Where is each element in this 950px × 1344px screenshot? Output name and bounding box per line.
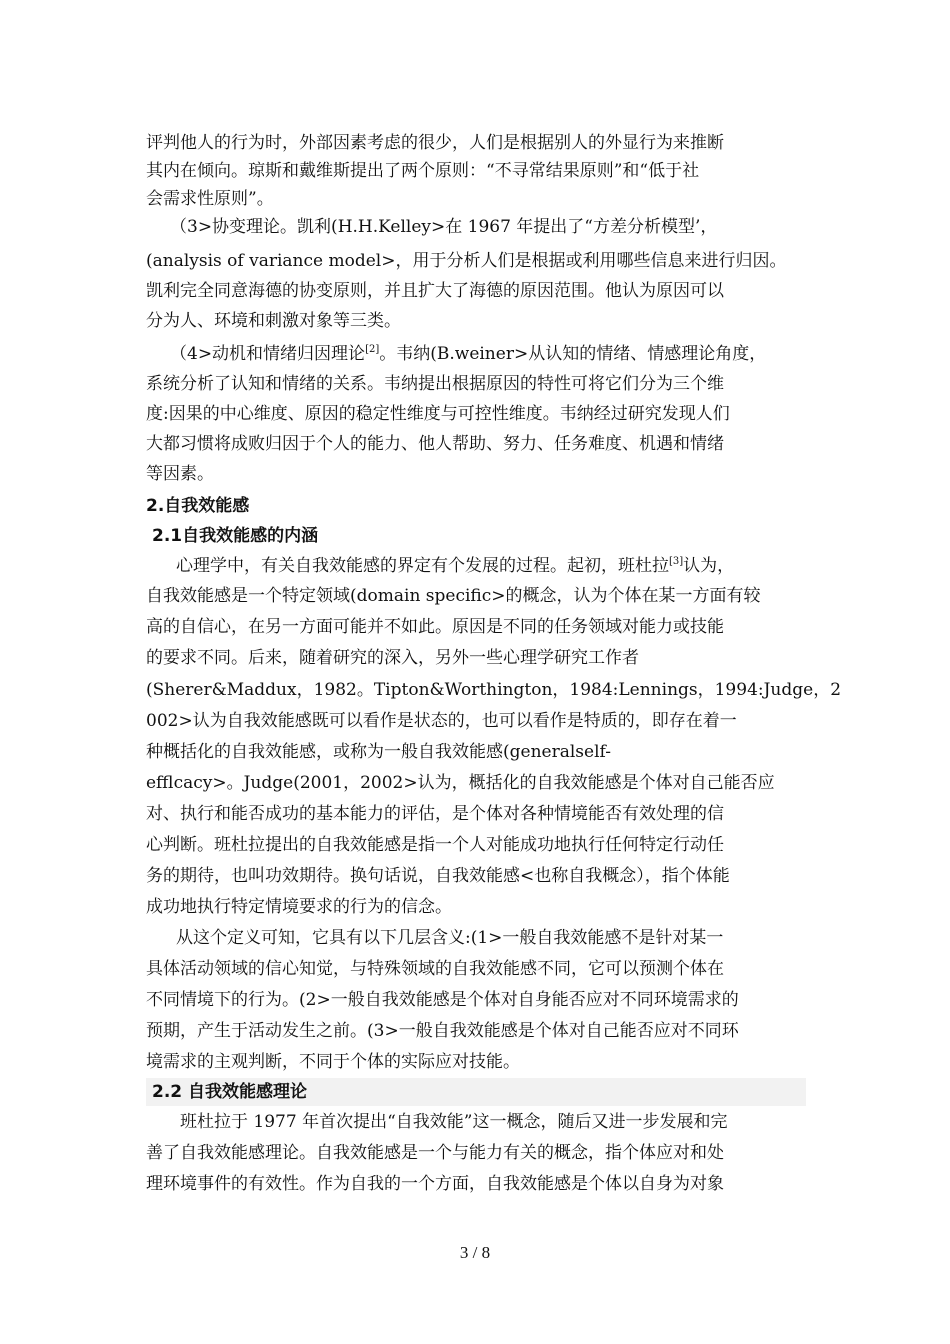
text-line: (Sherer&Maddux，1982。Tipton&Worthington，1984:Lennings，1994:Judge，2 <box>146 680 842 700</box>
text-line: 具体活动领域的信心知觉，与特殊领域的自我效能感不同，它可以预测个体在 <box>146 959 724 979</box>
section-heading: 2.自我效能感 <box>146 496 250 516</box>
page-number: 3 / 8 <box>459 1243 491 1262</box>
text-line: 种概括化的自我效能感，或称为一般自我效能感(generalself- <box>146 742 611 762</box>
text-fragment: 。韦纳(B.weiner>从认知的情绪、情感理论角度， <box>379 344 767 364</box>
text-line: 自我效能感是一个特定领域(domain specific>的概念，认为个体在某一方面有较 <box>146 586 761 606</box>
text-line: 002>认为自我效能感既可以看作是状态的，也可以看作是特质的，即存在着一 <box>146 711 737 731</box>
text-fragment: （4>动机和情绪归因理论 <box>170 344 366 364</box>
text-line: 善了自我效能感理论。自我效能感是一个与能力有关的概念，指个体应对和处 <box>146 1143 724 1163</box>
text-line: 凯利完全同意海德的协变原则，并且扩大了海德的原因范围。他认为原因可以 <box>146 281 724 301</box>
text-line: 评判他人的行为时，外部因素考虑的很少，人们是根据别人的外显行为来推断 <box>146 133 724 153</box>
text-line: 系统分析了认知和情绪的关系。韦纳提出根据原因的特性可将它们分为三个维 <box>146 374 724 394</box>
text-line: (analysis of variance model>，用于分析人们是根据或利用哪些信息来进行归因。 <box>146 251 787 271</box>
subsection-heading: 2.1自我效能感的内涵 <box>152 526 319 546</box>
subsection-heading <box>146 1078 806 1106</box>
text-line: （3>协变理论。凯利(H.H.Kelley>在 1967 年提出了“方差分析模型’， <box>170 217 718 237</box>
text-line: 其内在倾向。琼斯和戴维斯提出了两个原则：“不寻常结果原则”和“低于社 <box>146 161 700 181</box>
text-line <box>170 340 816 368</box>
text-fragment: 认为， <box>683 556 735 576</box>
text-line: 心判断。班杜拉提出的自我效能感是指一个人对能成功地执行任何特定行动任 <box>146 835 724 855</box>
citation-ref: [3] <box>669 556 684 567</box>
text-line: 会需求性原则”。 <box>146 189 274 209</box>
text-line: efflcacy>。Judge(2001，2002>认为，概括化的自我效能感是个体对自己能否应 <box>146 773 775 793</box>
text-line: 从这个定义可知，它具有以下几层含义:(1>一般自我效能感不是针对某一 <box>176 928 724 948</box>
text-line: 的要求不同。后来，随着研究的深入，另外一些心理学研究工作者 <box>146 648 639 668</box>
citation-ref: [2] <box>365 344 380 355</box>
text-line: 境需求的主观判断，不同于个体的实际应对技能。 <box>146 1052 520 1072</box>
text-line: 度:因果的中心维度、原因的稳定性维度与可控性维度。韦纳经过研究发现人们 <box>146 404 730 424</box>
text-line: 成功地执行特定情境要求的行为的信念。 <box>146 897 452 917</box>
text-line: 不同情境下的行为。(2>一般自我效能感是个体对自身能否应对不同环境需求的 <box>146 990 739 1010</box>
text-line: 高的自信心，在另一方面可能并不如此。原因是不同的任务领域对能力或技能 <box>146 617 724 637</box>
subsection-heading-text: 2.2 自我效能感理论 <box>152 1082 308 1102</box>
text-line: 预期，产生于活动发生之前。(3>一般自我效能感是个体对自己能否应对不同环 <box>146 1021 739 1041</box>
text-line <box>176 552 816 580</box>
text-line: 分为人、环境和刺激对象等三类。 <box>146 311 401 331</box>
text-line: 对、执行和能否成功的基本能力的评估，是个体对各种情境能否有效处理的信 <box>146 804 724 824</box>
text-line: 大都习惯将成败归因于个人的能力、他人帮助、努力、任务难度、机遇和情绪 <box>146 434 724 454</box>
text-line: 班杜拉于 1977 年首次提出“自我效能”这一概念，随后又进一步发展和完 <box>180 1112 728 1132</box>
text-line: 务的期待，也叫功效期待。换句话说，自我效能感<也称自我概念），指个体能 <box>146 866 730 886</box>
text-line: 等因素。 <box>146 464 214 484</box>
text-line: 理环境事件的有效性。作为自我的一个方面，自我效能感是个体以自身为对象 <box>146 1174 724 1194</box>
text-fragment: 心理学中，有关自我效能感的界定有个发展的过程。起初，班杜拉 <box>176 556 669 576</box>
